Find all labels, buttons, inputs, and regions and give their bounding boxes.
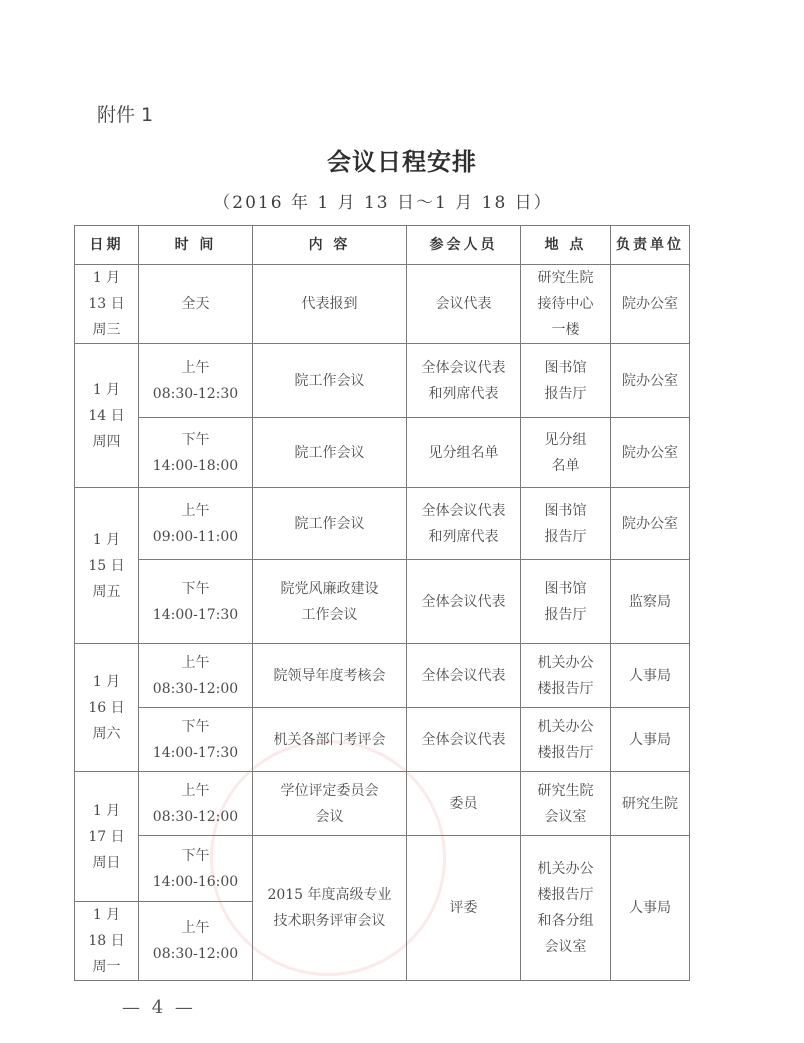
content-cell: 院党风廉政建设 工作会议 bbox=[253, 560, 407, 644]
location-cell: 机关办公 楼报告厅 和各分组 会议室 bbox=[521, 836, 611, 981]
schedule-table bbox=[74, 225, 690, 981]
unit-cell: 院办公室 bbox=[611, 418, 690, 488]
table-header-row bbox=[75, 226, 690, 265]
time-cell: 上午 08:30-12:30 bbox=[139, 344, 253, 418]
table-row bbox=[75, 772, 690, 836]
time-cell: 上午 08:30-12:00 bbox=[139, 772, 253, 836]
time-cell: 上午 09:00-11:00 bbox=[139, 488, 253, 560]
attendees-cell: 全体会议代表 bbox=[407, 560, 521, 644]
day-cell: 1 月 14 日 周四 bbox=[75, 344, 139, 488]
day-cell: 1 月 17 日 周日 bbox=[75, 772, 139, 902]
day-cell: 1 月 18 日 周一 bbox=[75, 902, 139, 981]
attendees-cell: 全体会议代表 和列席代表 bbox=[407, 488, 521, 560]
date-range: （2016 年 1 月 13 日～1 月 18 日） bbox=[213, 193, 553, 213]
time-cell: 上午 08:30-12:00 bbox=[139, 644, 253, 708]
attendees-cell: 会议代表 bbox=[407, 265, 521, 344]
header-content: 内 容 bbox=[253, 226, 407, 265]
location-cell: 研究生院 接待中心 一楼 bbox=[521, 265, 611, 344]
day-cell: 1 月 13 日 周三 bbox=[75, 265, 139, 344]
day-cell: 1 月 16 日 周六 bbox=[75, 644, 139, 772]
table-row bbox=[75, 344, 690, 418]
location-cell: 机关办公 楼报告厅 bbox=[521, 644, 611, 708]
content-cell: 2015 年度高级专业 技术职务评审会议 bbox=[253, 836, 407, 981]
table-row bbox=[75, 418, 690, 488]
unit-cell: 人事局 bbox=[611, 708, 690, 772]
table-row bbox=[75, 265, 690, 344]
unit-cell: 院办公室 bbox=[611, 344, 690, 418]
attachment-label: 附件 1 bbox=[97, 104, 154, 126]
header-location: 地 点 bbox=[521, 226, 611, 265]
unit-cell: 研究生院 bbox=[611, 772, 690, 836]
page-number: — 4 — bbox=[122, 997, 196, 1018]
unit-cell: 人事局 bbox=[611, 644, 690, 708]
location-cell: 见分组 名单 bbox=[521, 418, 611, 488]
table-row bbox=[75, 488, 690, 560]
content-cell: 院工作会议 bbox=[253, 488, 407, 560]
unit-cell: 院办公室 bbox=[611, 488, 690, 560]
header-unit: 负责单位 bbox=[611, 226, 690, 265]
location-cell: 图书馆 报告厅 bbox=[521, 488, 611, 560]
day-cell: 1 月 15 日 周五 bbox=[75, 488, 139, 644]
time-cell: 下午 14:00-18:00 bbox=[139, 418, 253, 488]
header-attendees: 参会人员 bbox=[407, 226, 521, 265]
location-cell: 研究生院 会议室 bbox=[521, 772, 611, 836]
table-row bbox=[75, 836, 690, 902]
location-cell: 机关办公 楼报告厅 bbox=[521, 708, 611, 772]
location-cell: 图书馆 报告厅 bbox=[521, 560, 611, 644]
content-cell: 学位评定委员会 会议 bbox=[253, 772, 407, 836]
unit-cell: 监察局 bbox=[611, 560, 690, 644]
header-date: 日期 bbox=[75, 226, 139, 265]
time-cell: 全天 bbox=[139, 265, 253, 344]
table-row bbox=[75, 560, 690, 644]
unit-cell: 院办公室 bbox=[611, 265, 690, 344]
attendees-cell: 全体会议代表 和列席代表 bbox=[407, 344, 521, 418]
table-row bbox=[75, 644, 690, 708]
attendees-cell: 全体会议代表 bbox=[407, 708, 521, 772]
table-row bbox=[75, 708, 690, 772]
attendees-cell: 见分组名单 bbox=[407, 418, 521, 488]
unit-cell: 人事局 bbox=[611, 836, 690, 981]
page-title: 会议日程安排 bbox=[327, 147, 477, 176]
content-cell: 院工作会议 bbox=[253, 344, 407, 418]
time-cell: 下午 14:00-17:30 bbox=[139, 560, 253, 644]
location-cell: 图书馆 报告厅 bbox=[521, 344, 611, 418]
header-time: 时 间 bbox=[139, 226, 253, 265]
time-cell: 下午 14:00-17:30 bbox=[139, 708, 253, 772]
content-cell: 院领导年度考核会 bbox=[253, 644, 407, 708]
content-cell: 代表报到 bbox=[253, 265, 407, 344]
time-cell: 下午 14:00-16:00 bbox=[139, 836, 253, 902]
content-cell: 机关各部门考评会 bbox=[253, 708, 407, 772]
attendees-cell: 委员 bbox=[407, 772, 521, 836]
time-cell: 上午 08:30-12:00 bbox=[139, 902, 253, 981]
content-cell: 院工作会议 bbox=[253, 418, 407, 488]
attendees-cell: 评委 bbox=[407, 836, 521, 981]
attendees-cell: 全体会议代表 bbox=[407, 644, 521, 708]
